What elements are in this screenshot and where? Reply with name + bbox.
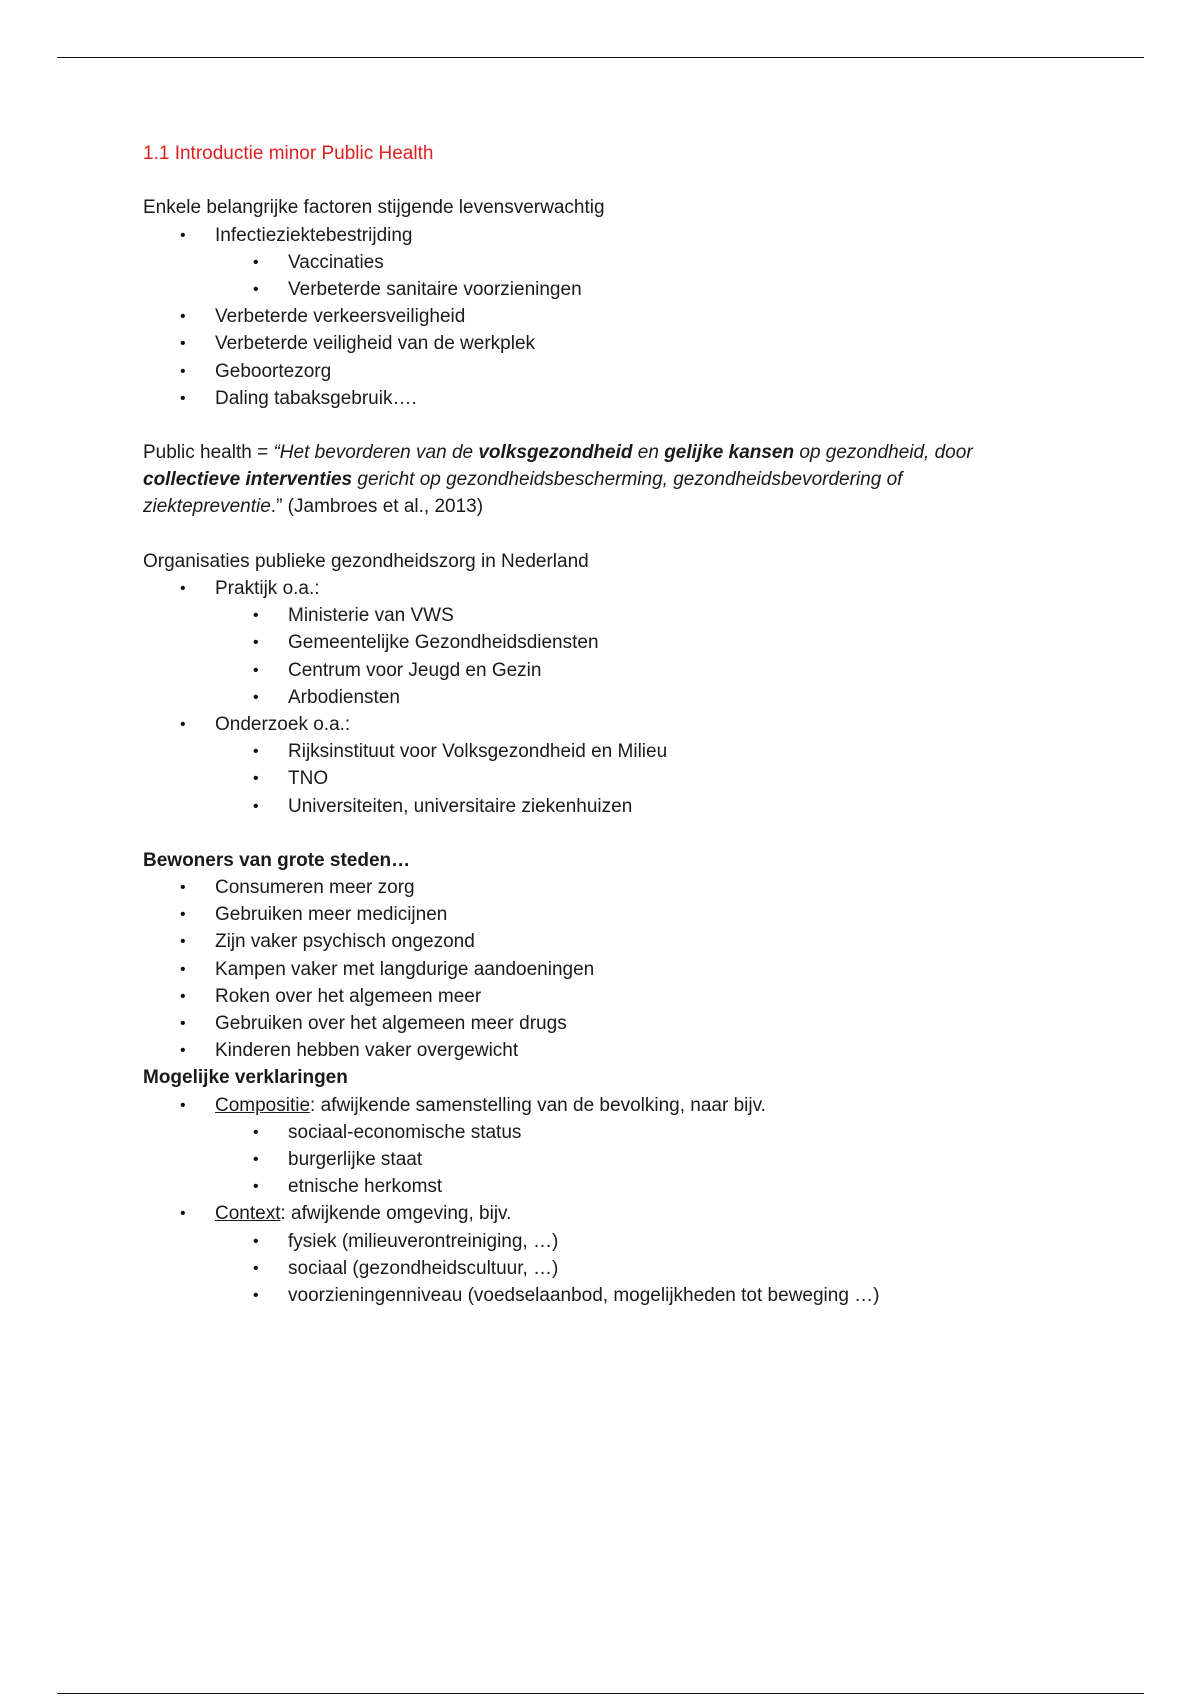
list-item: • Centrum voor Jeugd en Gezin	[143, 657, 1123, 684]
header-rule	[57, 57, 1144, 58]
list-item: • Ministerie van VWS	[143, 602, 1123, 629]
list-item: • Arbodiensten	[143, 684, 1123, 711]
factors-intro: Enkele belangrijke factoren stijgende levensverwachtig	[143, 197, 605, 219]
list-item: • Gemeentelijke Gezondheidsdiensten	[143, 629, 1123, 656]
list-item: • Verbeterde sanitaire voorzieningen	[143, 276, 1123, 303]
list-item: • Gebruiken over het algemeen meer drugs	[143, 1010, 1123, 1037]
list-item: • Consumeren meer zorg	[143, 874, 1123, 901]
list-item: • fysiek (milieuverontreiniging, …)	[143, 1228, 1123, 1255]
definition-line-2	[143, 466, 1123, 493]
definition-term: gelijke kansen	[664, 442, 795, 464]
composition-term: Compositie	[215, 1094, 311, 1116]
footer-rule	[57, 1693, 1144, 1694]
list-item: • Verbeterde veiligheid van de werkplek	[143, 330, 1123, 357]
list-item: • Kampen vaker met langdurige aandoeningen	[143, 956, 1123, 983]
list-item: • Kinderen hebben vaker overgewicht	[143, 1037, 1123, 1064]
definition-label: Public health =	[143, 442, 274, 464]
cities-title: Bewoners van grote steden…	[143, 849, 411, 871]
list-item: • Geboortezorg	[143, 358, 1123, 385]
definition-text: gericht op gezondheidsbescherming, gezondheidsbevordering of	[352, 469, 903, 491]
context-term: Context	[215, 1203, 281, 1225]
organisations-intro: Organisaties publieke gezondheidszorg in Nederland	[143, 550, 589, 572]
definition-term: collectieve interventies	[143, 469, 353, 491]
list-item: • Onderzoek o.a.:	[143, 711, 1123, 738]
list-item: • burgerlijke staat	[143, 1146, 1123, 1173]
definition-text: en	[632, 442, 665, 464]
definition-term: volksgezondheid	[478, 442, 633, 464]
list-item: • Daling tabaksgebruik….	[143, 385, 1123, 412]
list-item: • Gebruiken meer medicijnen	[143, 901, 1123, 928]
explanations-title: Mogelijke verklaringen	[143, 1067, 348, 1089]
list-item: • sociaal (gezondheidscultuur, …)	[143, 1255, 1123, 1282]
list-item	[143, 1092, 1123, 1119]
composition-text: : afwijkende samenstelling van de bevolking, naar bijv.	[310, 1094, 766, 1116]
context-text: : afwijkende omgeving, bijv.	[280, 1203, 512, 1225]
definition-text: “Het bevorderen van de	[273, 442, 479, 464]
section-heading: 1.1 Introductie minor Public Health	[143, 143, 434, 164]
list-item: • Roken over het algemeen meer	[143, 983, 1123, 1010]
list-item: • Zijn vaker psychisch ongezond	[143, 928, 1123, 955]
list-item: • Infectieziektebestrijding	[143, 222, 1123, 249]
list-item: • Praktijk o.a.:	[143, 575, 1123, 602]
definition-text: op gezondheid, door	[794, 442, 973, 464]
definition-text: ziektepreventie	[143, 496, 271, 518]
list-item: • sociaal-economische status	[143, 1119, 1123, 1146]
definition-line-1	[143, 439, 1123, 466]
definition-citation: .” (Jambroes et al., 2013)	[270, 496, 484, 518]
list-item: • Verbeterde verkeersveiligheid	[143, 303, 1123, 330]
list-item: • Universiteiten, universitaire ziekenhuizen	[143, 793, 1123, 820]
list-item: • etnische herkomst	[143, 1173, 1123, 1200]
list-item: • voorzieningenniveau (voedselaanbod, mogelijkheden tot beweging …)	[143, 1282, 1123, 1309]
definition-line-3	[143, 493, 1123, 520]
list-item: • TNO	[143, 765, 1123, 792]
list-item: • Vaccinaties	[143, 249, 1123, 276]
list-item	[143, 1200, 1123, 1227]
document-body	[143, 140, 1123, 1309]
list-item: • Rijksinstituut voor Volksgezondheid en Milieu	[143, 738, 1123, 765]
